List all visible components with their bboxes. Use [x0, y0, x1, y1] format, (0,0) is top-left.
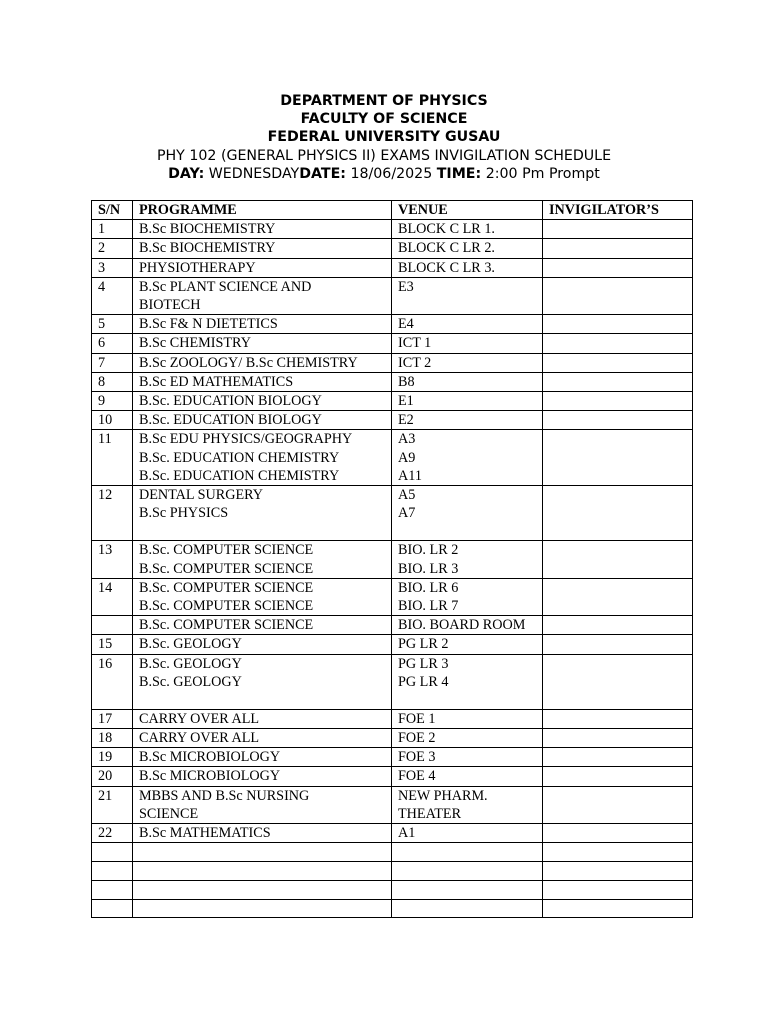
table-row: [92, 258, 693, 277]
cell-invigilator: [543, 277, 693, 314]
programme-line: B.Sc. EDUCATION CHEMISTRY: [139, 467, 340, 484]
cell-programme: [133, 541, 392, 578]
venue-line: BLOCK C LR 2.: [398, 240, 495, 257]
cell-sn: 20: [92, 767, 133, 786]
cell-invigilator: [543, 729, 693, 748]
venue-line: BIO. LR 6: [398, 579, 459, 596]
department-title: DEPARTMENT OF PHYSICS: [280, 93, 488, 109]
venue-line: A3: [398, 431, 416, 448]
venue-line: E1: [398, 393, 414, 410]
cell-invigilator: [543, 635, 693, 654]
programme-line: MBBS AND B.Sc NURSING: [139, 787, 310, 804]
cell-programme: [133, 786, 392, 823]
cell-sn: 9: [92, 392, 133, 411]
programme-line: SCIENCE: [139, 805, 199, 822]
programme-line: B.Sc. COMPUTER SCIENCE: [139, 542, 314, 559]
cell-programme: [133, 353, 392, 372]
venue-line: A5: [398, 487, 416, 504]
programme-line: B.Sc. COMPUTER SCIENCE: [139, 560, 314, 577]
table-row: [92, 578, 693, 615]
schedule-title: PHY 102 (GENERAL PHYSICS II) EXAMS INVIGILATION SCHEDULE: [156, 147, 612, 164]
cell-programme: [133, 334, 392, 353]
programme-line: B.Sc BIOCHEMISTRY: [139, 240, 276, 257]
invigilation-schedule-table: [91, 200, 693, 918]
cell-venue: [392, 258, 543, 277]
table-row: [92, 430, 693, 486]
table-row: [92, 239, 693, 258]
programme-line: B.Sc PLANT SCIENCE AND: [139, 278, 312, 295]
cell-invigilator: [543, 843, 693, 862]
cell-sn: 8: [92, 372, 133, 391]
cell-sn: 18: [92, 729, 133, 748]
cell-venue: [392, 635, 543, 654]
table-row: [92, 411, 693, 430]
table-header-row: [92, 201, 693, 220]
cell-sn: [92, 862, 133, 881]
cell-invigilator: [543, 541, 693, 578]
table-row: [92, 616, 693, 635]
programme-line: B.Sc EDU PHYSICS/GEOGRAPHY: [139, 431, 353, 448]
programme-line: B.Sc CHEMISTRY: [139, 335, 251, 352]
column-header-invigilators: INVIGILATOR’S: [543, 201, 693, 220]
programme-line: DENTAL SURGERY: [139, 487, 264, 504]
cell-venue: [392, 277, 543, 314]
table-row: [92, 486, 693, 541]
programme-line: B.Sc. EDUCATION BIOLOGY: [139, 393, 322, 410]
cell-venue: [392, 541, 543, 578]
cell-venue: [392, 411, 543, 430]
cell-invigilator: [543, 748, 693, 767]
cell-venue: [392, 392, 543, 411]
time-value: 2:00 Pm Prompt: [481, 165, 600, 182]
cell-venue: [392, 353, 543, 372]
cell-sn: 12: [92, 486, 133, 541]
cell-invigilator: [543, 899, 693, 918]
table-row: [92, 654, 693, 709]
venue-line: FOE 2: [398, 730, 436, 747]
programme-line: B.Sc ZOOLOGY/ B.Sc CHEMISTRY: [139, 354, 358, 371]
cell-venue: [392, 862, 543, 881]
cell-programme: [133, 315, 392, 334]
cell-sn: 22: [92, 824, 133, 843]
programme-line: B.Sc. COMPUTER SCIENCE: [139, 617, 314, 634]
cell-sn: 11: [92, 430, 133, 486]
cell-programme: [133, 277, 392, 314]
cell-invigilator: [543, 486, 693, 541]
programme-line: B.Sc MICROBIOLOGY: [139, 768, 281, 785]
cell-programme: [133, 616, 392, 635]
cell-venue: [392, 372, 543, 391]
cell-sn: 17: [92, 709, 133, 728]
table-row: [92, 392, 693, 411]
programme-line: B.Sc MATHEMATICS: [139, 825, 271, 842]
column-header-sn: S/N: [92, 201, 133, 220]
venue-line: BIO. LR 3: [398, 560, 459, 577]
cell-sn: 14: [92, 578, 133, 615]
table-row: [92, 899, 693, 918]
cell-sn: 21: [92, 786, 133, 823]
cell-programme: [133, 748, 392, 767]
cell-invigilator: [543, 220, 693, 239]
venue-line: A9: [398, 449, 416, 466]
date-value: 18/06/2025: [345, 165, 437, 182]
programme-line: B.Sc. EDUCATION CHEMISTRY: [139, 449, 340, 466]
cell-programme: [133, 767, 392, 786]
table-row: [92, 767, 693, 786]
programme-line: B.Sc F& N DIETETICS: [139, 316, 278, 333]
cell-programme: [133, 239, 392, 258]
column-header-venue: VENUE: [392, 201, 543, 220]
venue-line: BLOCK C LR 3.: [398, 259, 495, 276]
venue-line: A11: [398, 467, 422, 484]
venue-line: FOE 4: [398, 768, 436, 785]
cell-invigilator: [543, 767, 693, 786]
cell-invigilator: [543, 353, 693, 372]
cell-invigilator: [543, 578, 693, 615]
cell-venue: [392, 578, 543, 615]
cell-venue: [392, 767, 543, 786]
venue-line: A1: [398, 825, 416, 842]
cell-programme: [133, 899, 392, 918]
cell-invigilator: [543, 616, 693, 635]
table-row: [92, 880, 693, 899]
programme-line: B.Sc PHYSICS: [139, 505, 229, 522]
table-row: [92, 277, 693, 314]
venue-line: E3: [398, 278, 414, 295]
cell-programme: [133, 709, 392, 728]
cell-sn: 4: [92, 277, 133, 314]
cell-sn: 13: [92, 541, 133, 578]
cell-sn: [92, 880, 133, 899]
cell-programme: [133, 635, 392, 654]
cell-invigilator: [543, 654, 693, 709]
table-row: [92, 334, 693, 353]
table-row: [92, 729, 693, 748]
cell-invigilator: [543, 411, 693, 430]
cell-venue: [392, 729, 543, 748]
faculty-title: FACULTY OF SCIENCE: [300, 111, 468, 128]
venue-line: ICT 1: [398, 335, 432, 352]
venue-line: PG LR 4: [398, 673, 449, 690]
programme-line: B.Sc. COMPUTER SCIENCE: [139, 597, 314, 614]
venue-line: BIO. BOARD ROOM: [398, 617, 526, 634]
table-row: [92, 748, 693, 767]
cell-programme: [133, 729, 392, 748]
programme-line: B.Sc. GEOLOGY: [139, 673, 242, 690]
cell-venue: [392, 334, 543, 353]
table-row: [92, 862, 693, 881]
cell-sn: 16: [92, 654, 133, 709]
cell-programme: [133, 880, 392, 899]
cell-programme: [133, 430, 392, 486]
cell-venue: [392, 824, 543, 843]
cell-invigilator: [543, 824, 693, 843]
cell-venue: [392, 486, 543, 541]
programme-line: B.Sc. GEOLOGY: [139, 655, 242, 672]
table-row: [92, 843, 693, 862]
cell-programme: [133, 862, 392, 881]
programme-line: B.Sc. GEOLOGY: [139, 636, 242, 653]
programme-line: B.Sc ED MATHEMATICS: [139, 373, 294, 390]
cell-sn: [92, 843, 133, 862]
programme-line: B.Sc. COMPUTER SCIENCE: [139, 579, 314, 596]
cell-programme: [133, 824, 392, 843]
venue-line: BIO. LR 7: [398, 597, 459, 614]
cell-invigilator: [543, 392, 693, 411]
document-header: [0, 92, 768, 183]
university-title: FEDERAL UNIVERSITY GUSAU: [267, 129, 501, 146]
cell-invigilator: [543, 786, 693, 823]
cell-programme: [133, 411, 392, 430]
cell-programme: [133, 220, 392, 239]
cell-venue: [392, 748, 543, 767]
programme-line: B.Sc. EDUCATION BIOLOGY: [139, 412, 322, 429]
cell-venue: [392, 430, 543, 486]
venue-line: FOE 1: [398, 710, 436, 727]
table-row: [92, 786, 693, 823]
cell-programme: [133, 486, 392, 541]
cell-venue: [392, 616, 543, 635]
cell-venue: [392, 239, 543, 258]
cell-sn: 1: [92, 220, 133, 239]
programme-line: B.Sc BIOCHEMISTRY: [139, 221, 276, 238]
venue-line: BIO. LR 2: [398, 542, 459, 559]
venue-line: ICT 2: [398, 354, 432, 371]
cell-sn: 6: [92, 334, 133, 353]
cell-venue: [392, 786, 543, 823]
venue-line: THEATER: [398, 805, 462, 822]
cell-invigilator: [543, 862, 693, 881]
time-label: TIME:: [436, 165, 482, 182]
programme-line: CARRY OVER ALL: [139, 710, 260, 727]
venue-line: NEW PHARM.: [398, 787, 488, 804]
cell-venue: [392, 654, 543, 709]
venue-line: PG LR 3: [398, 655, 449, 672]
cell-venue: [392, 843, 543, 862]
cell-sn: 2: [92, 239, 133, 258]
cell-programme: [133, 372, 392, 391]
programme-line: BIOTECH: [139, 297, 201, 314]
cell-invigilator: [543, 880, 693, 899]
venue-line: FOE 3: [398, 749, 436, 766]
day-value: WEDNESDAY: [204, 165, 300, 182]
table-body: [92, 220, 693, 918]
cell-programme: [133, 392, 392, 411]
table-row: [92, 541, 693, 578]
cell-invigilator: [543, 258, 693, 277]
exam-details-line: [0, 165, 768, 183]
cell-invigilator: [543, 334, 693, 353]
cell-invigilator: [543, 372, 693, 391]
table-row: [92, 709, 693, 728]
cell-sn: 10: [92, 411, 133, 430]
cell-sn: [92, 616, 133, 635]
programme-line: CARRY OVER ALL: [139, 730, 260, 747]
table-row: [92, 824, 693, 843]
cell-sn: 5: [92, 315, 133, 334]
date-label: DATE:: [299, 165, 346, 182]
day-label: DAY:: [168, 165, 205, 182]
cell-invigilator: [543, 709, 693, 728]
table-row: [92, 315, 693, 334]
cell-venue: [392, 315, 543, 334]
cell-invigilator: [543, 315, 693, 334]
cell-sn: 7: [92, 353, 133, 372]
cell-programme: [133, 258, 392, 277]
cell-venue: [392, 709, 543, 728]
cell-venue: [392, 220, 543, 239]
cell-sn: 3: [92, 258, 133, 277]
cell-sn: 19: [92, 748, 133, 767]
cell-programme: [133, 843, 392, 862]
cell-sn: 15: [92, 635, 133, 654]
venue-line: BLOCK C LR 1.: [398, 221, 495, 238]
cell-programme: [133, 654, 392, 709]
cell-invigilator: [543, 239, 693, 258]
table-row: [92, 372, 693, 391]
cell-invigilator: [543, 430, 693, 486]
cell-venue: [392, 899, 543, 918]
venue-line: A7: [398, 505, 416, 522]
cell-venue: [392, 880, 543, 899]
venue-line: B8: [398, 373, 415, 390]
column-header-programme: PROGRAMME: [133, 201, 392, 220]
programme-line: PHYSIOTHERAPY: [139, 259, 256, 276]
cell-sn: [92, 899, 133, 918]
venue-line: E4: [398, 316, 414, 333]
cell-programme: [133, 578, 392, 615]
venue-line: PG LR 2: [398, 636, 449, 653]
venue-line: E2: [398, 412, 414, 429]
table-row: [92, 635, 693, 654]
table-row: [92, 220, 693, 239]
table-row: [92, 353, 693, 372]
programme-line: B.Sc MICROBIOLOGY: [139, 749, 281, 766]
